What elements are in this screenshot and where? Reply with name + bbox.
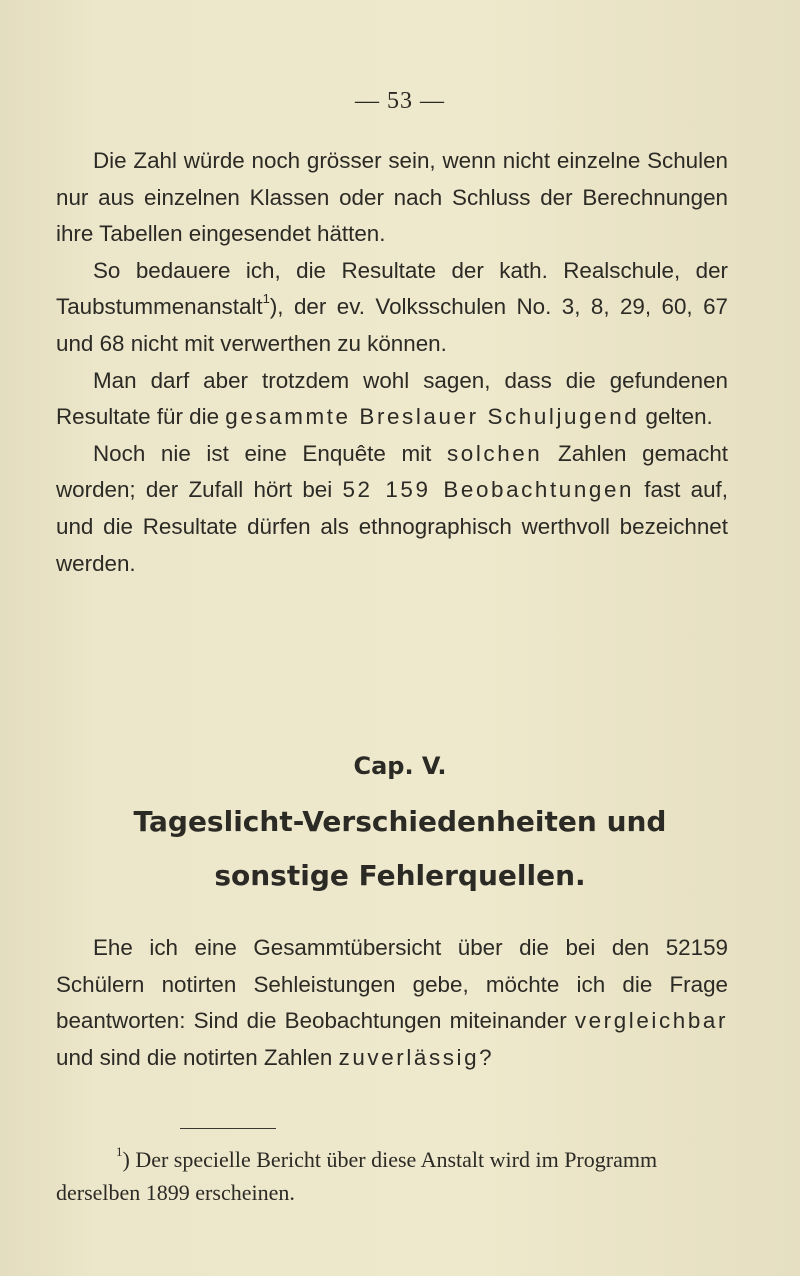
paragraph-2-before: So bedauere ich, die Resultate der kath. Realschule, der Taubstummenanstalt xyxy=(56,257,728,320)
paragraph-5-after: ? xyxy=(479,1044,492,1070)
paragraph-2-after: ), der ev. Volksschulen No. 3, 8, 29, 60, 67 und 68 nicht mit verwerthen zu können. xyxy=(56,294,728,356)
paragraph-3-after: gelten. xyxy=(639,404,713,430)
paragraph-4-emphasis-2: 52 159 Beobachtungen xyxy=(342,477,635,503)
paragraph-5-middle: und sind die notirten Zahlen xyxy=(56,1044,339,1070)
paragraph-3-emphasis: gesammte Breslauer Schuljugend xyxy=(225,404,640,430)
footnote-text: ) Der specielle Bericht über diese Anstalt wird im Programm derselben 1899 erscheinen. xyxy=(56,1147,658,1205)
chapter-title-line-1: Tageslicht-Verschiedenheiten und xyxy=(133,805,667,838)
footnote-reference: 1 xyxy=(262,290,270,306)
chapter-label: Cap. V. xyxy=(353,752,447,780)
paragraph-5-emphasis-1: vergleichbar xyxy=(574,1008,728,1034)
paragraph-1 xyxy=(56,143,728,253)
paragraph-4-middle: Zahlen gemacht worden; der Zufall hört bei xyxy=(56,440,728,503)
body-text-chapter xyxy=(56,930,728,1076)
page-number: — 53 — xyxy=(355,88,445,114)
paragraph-4-before: Noch nie ist eine Enquête mit xyxy=(93,440,447,466)
paragraph-4-emphasis-1: solchen xyxy=(446,440,543,466)
paragraph-1-text: Die Zahl würde noch grösser sein, wenn nicht einzelne Schulen nur aus einzelnen Klassen oder nach Schluss der Berechnungen ihre Tabellen eingesendet hätten. xyxy=(56,148,728,247)
paragraph-4 xyxy=(56,436,728,582)
footnote xyxy=(56,1143,728,1209)
paragraph-5-before: Ehe ich eine Gesammtübersicht über die bei den 52159 Schülern notirten Sehleistungen gebe, möchte ich die Frage beantworten: Sind die Beobachtungen miteinander xyxy=(56,935,728,1034)
footnote-marker: 1 xyxy=(116,1143,123,1159)
paragraph-3 xyxy=(56,363,728,436)
paragraph-3-before: Man darf aber trotzdem wohl sagen, dass die gefundenen Resultate für die xyxy=(56,367,728,430)
paragraph-2 xyxy=(56,253,728,363)
paragraph-5-emphasis-2: zuverlässig xyxy=(338,1044,480,1070)
footnote-paragraph xyxy=(56,1143,728,1209)
chapter-title-line-2: sonstige Fehlerquellen. xyxy=(214,859,586,892)
paragraph-4-after: fast auf, und die Resultate dürfen als ethnographisch werthvoll bezeichnet werden. xyxy=(56,477,728,576)
paragraph-5 xyxy=(56,930,728,1076)
body-text-top xyxy=(56,143,728,582)
footnote-divider xyxy=(180,1128,276,1129)
